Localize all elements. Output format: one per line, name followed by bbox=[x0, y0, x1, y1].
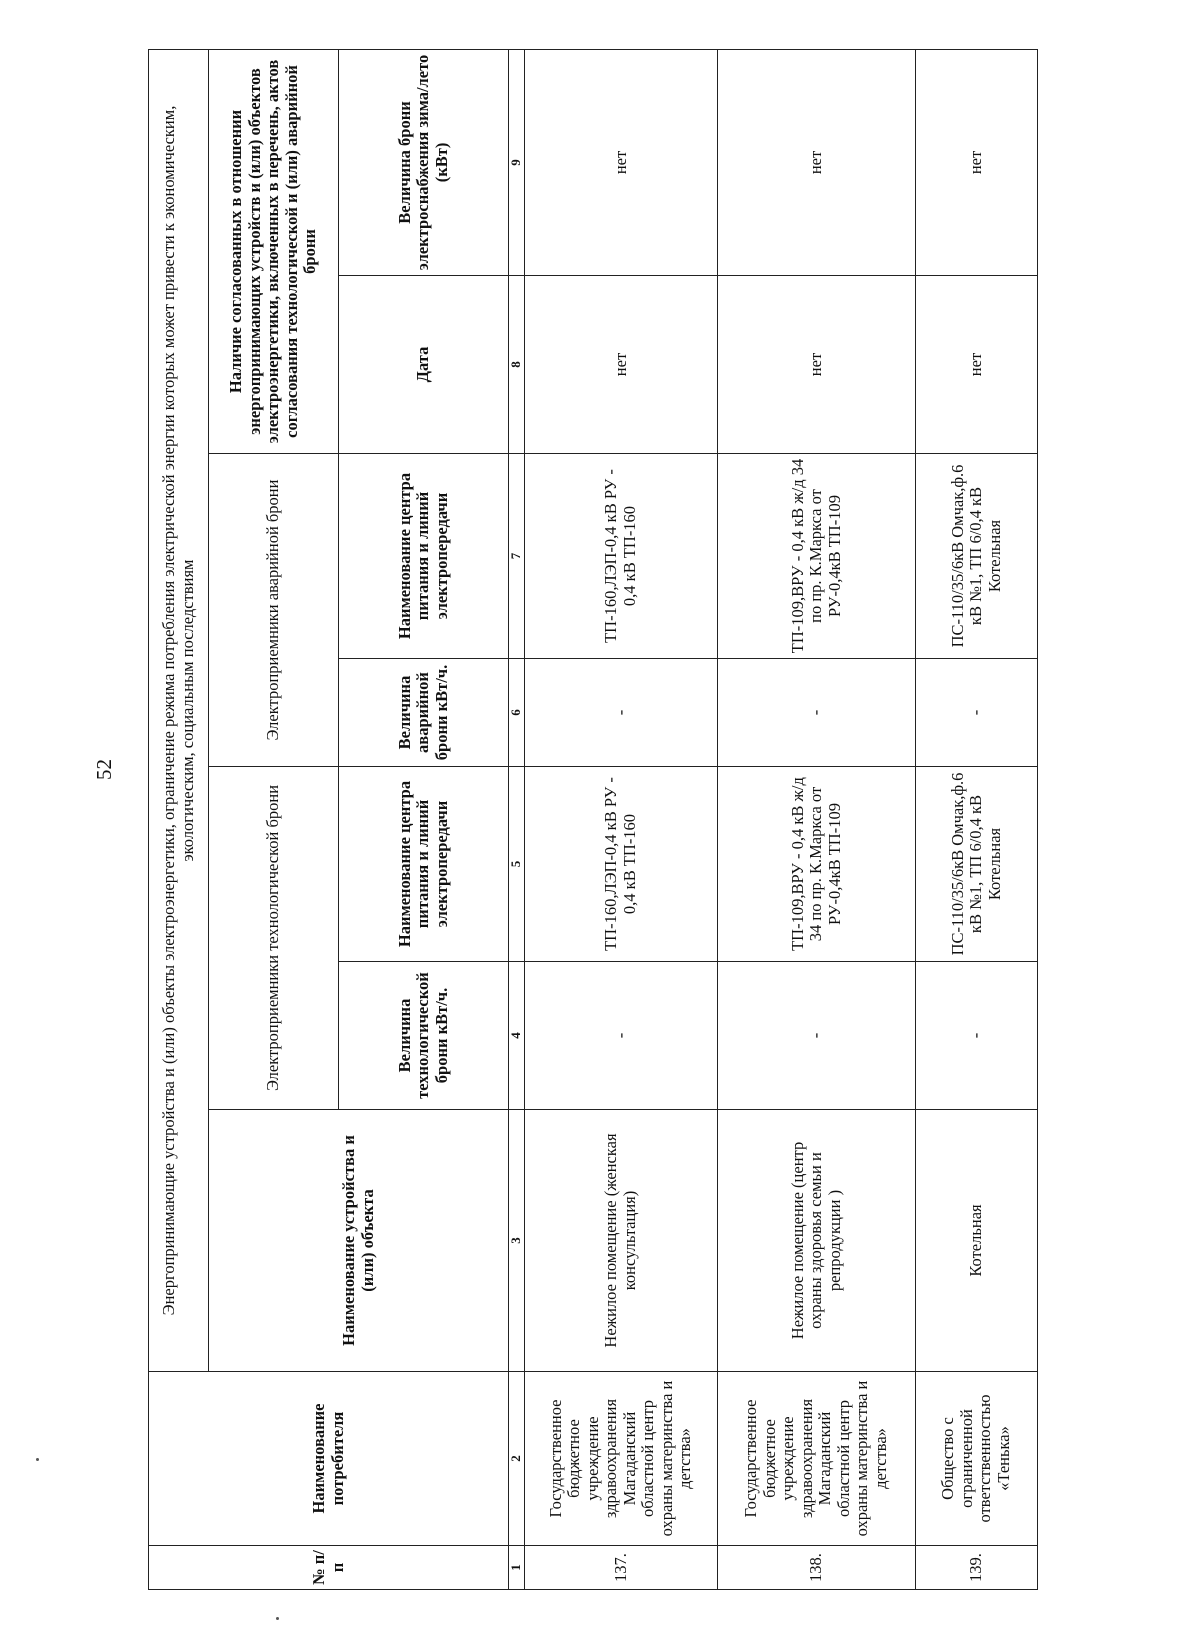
row-date: нет bbox=[915, 276, 1037, 454]
column-number: 4 bbox=[509, 962, 525, 1110]
row-tech-center: ТП-109,ВРУ - 0,4 кВ ж/д 34 по пр. К.Маркса от РУ-0,4кВ ТП-109 bbox=[717, 767, 915, 962]
row-emerg-center: ТП-109,ВРУ - 0,4 кВ ж/д 34 по пр. К.Маркса от РУ-0,4кВ ТП-109 bbox=[717, 454, 915, 659]
column-number: 6 bbox=[509, 659, 525, 767]
column-number: 7 bbox=[509, 454, 525, 659]
header-no: № п/п bbox=[149, 1546, 509, 1590]
row-tech-value: - bbox=[717, 962, 915, 1110]
row-tech-value: - bbox=[524, 962, 717, 1110]
row-date: нет bbox=[717, 276, 915, 454]
row-consumer: Общество с ограниченной ответственностью «Тенька» bbox=[915, 1372, 1037, 1546]
header-emerg-value: Величина аварийной брони кВт/ч. bbox=[339, 659, 509, 767]
table-row bbox=[915, 49, 1037, 1589]
row-tech-center: ПС-110/35/6кВ Омчак,ф.6 кВ №1, ТП 6/0,4 кВ Котельная bbox=[915, 767, 1037, 962]
header-emerg-group: Электроприемники аварийной брони bbox=[209, 454, 339, 767]
row-tech-value: - bbox=[915, 962, 1037, 1110]
header-group-title: Энергопринимающие устройства и (или) объекты электроэнергетики, ограничение режима потребления электрической энергии которых может привести к экономическим, экологическим, социальным последствиям bbox=[149, 49, 209, 1371]
row-date: нет bbox=[524, 276, 717, 454]
consumer-table bbox=[148, 50, 1038, 1590]
page-number: 52 bbox=[92, 759, 116, 780]
header-agree-date: Дата bbox=[339, 276, 509, 454]
header-agree-group: Наличие согласованных в отношении энергопринимающих устройств и (или) объектов электроэнергетики, включенных в перечень, актов согласования технологической и (или) аварийной брони bbox=[209, 49, 339, 453]
row-emerg-value: - bbox=[524, 659, 717, 767]
row-device: Нежилое помещение (центр охраны здоровья семьи и репродукции ) bbox=[717, 1110, 915, 1372]
row-value: нет bbox=[915, 49, 1037, 275]
row-no: 138. bbox=[717, 1546, 915, 1590]
column-number: 5 bbox=[509, 767, 525, 962]
row-emerg-center: ПС-110/35/6кВ Омчак,ф.6 кВ №1, ТП 6/0,4 кВ Котельная bbox=[915, 454, 1037, 659]
column-number: 2 bbox=[509, 1372, 525, 1546]
row-tech-center: ТП-160,ЛЭП-0,4 кВ РУ - 0,4 кВ ТП-160 bbox=[524, 767, 717, 962]
row-no: 137. bbox=[524, 1546, 717, 1590]
table-row bbox=[524, 49, 717, 1589]
column-number: 9 bbox=[509, 49, 525, 275]
column-number: 1 bbox=[509, 1546, 525, 1590]
row-device: Котельная bbox=[915, 1110, 1037, 1372]
row-value: нет bbox=[524, 49, 717, 275]
header-tech-group: Электроприемники технологической брони bbox=[209, 767, 339, 1110]
header-consumer: Наименование потребителя bbox=[149, 1372, 509, 1546]
row-emerg-center: ТП-160,ЛЭП-0,4 кВ РУ - 0,4 кВ ТП-160 bbox=[524, 454, 717, 659]
header-tech-center: Наименование центра питания и линий электропередачи bbox=[339, 767, 509, 962]
row-emerg-value: - bbox=[717, 659, 915, 767]
row-no: 139. bbox=[915, 1546, 1037, 1590]
column-number: 3 bbox=[509, 1110, 525, 1372]
row-emerg-value: - bbox=[915, 659, 1037, 767]
scan-speck bbox=[36, 1458, 39, 1461]
row-value: нет bbox=[717, 49, 915, 275]
header-emerg-center: Наименование центра питания и линий электропередачи bbox=[339, 454, 509, 659]
table-row bbox=[717, 49, 915, 1589]
row-consumer: Государственное бюджетное учреждение здравоохранения Магаданский областной центр охраны материнства и детства» bbox=[524, 1372, 717, 1546]
row-consumer: Государственное бюджетное учреждение здравоохранения Магаданский областной центр охраны материнства и детства» bbox=[717, 1372, 915, 1546]
scan-speck bbox=[276, 1617, 279, 1620]
row-device: Нежилое помещение (женская консультация) bbox=[524, 1110, 717, 1372]
header-device: Наименование устройства и (или) объекта bbox=[209, 1110, 509, 1372]
header-agree-value: Величина брони электроснабжения зима/лето (кВт) bbox=[339, 49, 509, 275]
column-number: 8 bbox=[509, 276, 525, 454]
header-tech-value: Величина технологической брони кВт/ч. bbox=[339, 962, 509, 1110]
